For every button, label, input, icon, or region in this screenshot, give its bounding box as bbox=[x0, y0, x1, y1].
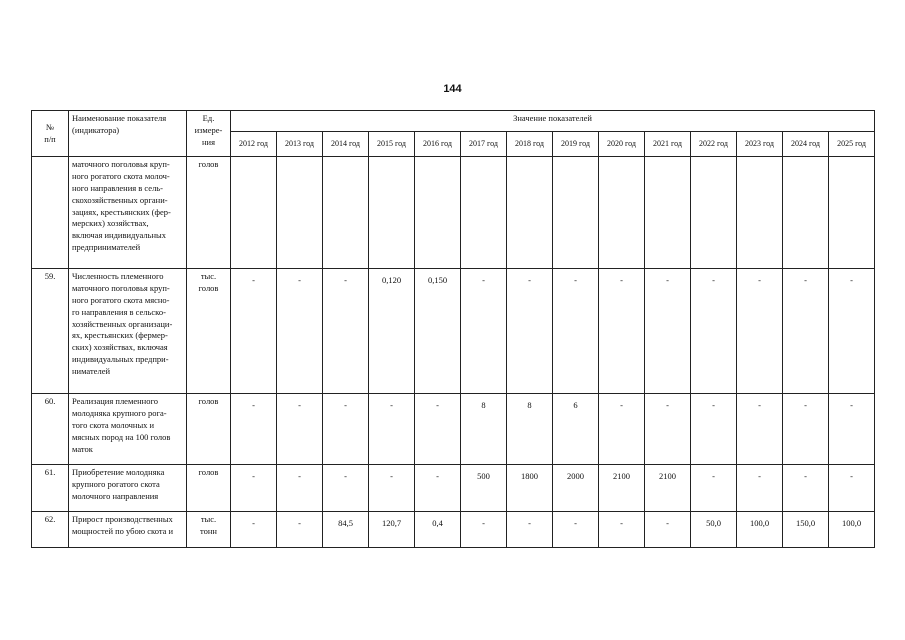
indicator-name-line: маточного поголовья круп- bbox=[72, 282, 170, 293]
indicator-name-line: ного рогатого скота мясно- bbox=[72, 294, 170, 305]
row-number-cell bbox=[32, 157, 69, 269]
indicator-name-line: предпринимателей bbox=[72, 242, 141, 253]
value-cell: - bbox=[645, 269, 691, 394]
value-cell: 50,0 bbox=[691, 512, 737, 548]
indicator-name-line: мощностей по убою скота и bbox=[72, 525, 174, 536]
header-name-line: Наименование показателя bbox=[72, 113, 167, 123]
indicator-name-line: того скота молочных и bbox=[72, 419, 155, 430]
value-cell: - bbox=[829, 465, 875, 512]
value-cell bbox=[737, 157, 783, 269]
header-values-title: Значение показателей bbox=[231, 111, 875, 132]
value-cell: - bbox=[231, 394, 277, 465]
value-cell: - bbox=[691, 269, 737, 394]
table-row bbox=[32, 157, 875, 269]
indicator-name-line: зациях, крестьянских (фер- bbox=[72, 206, 171, 217]
value-cell: - bbox=[277, 394, 323, 465]
value-cell: - bbox=[461, 512, 507, 548]
value-cell bbox=[415, 157, 461, 269]
value-cell: 120,7 bbox=[369, 512, 415, 548]
value-cell: - bbox=[415, 465, 461, 512]
year-header: 2025 год bbox=[829, 132, 875, 157]
value-cell bbox=[691, 157, 737, 269]
indicator-name-line: Численность племенного bbox=[72, 271, 164, 281]
value-cell: 500 bbox=[461, 465, 507, 512]
value-cell bbox=[507, 157, 553, 269]
indicator-name-line: мясных пород на 100 голов bbox=[72, 431, 171, 442]
value-cell: - bbox=[277, 465, 323, 512]
indicator-name-line: хозяйственных организаци- bbox=[72, 318, 173, 329]
indicator-name-line: нимателей bbox=[72, 366, 111, 377]
value-cell: 2100 bbox=[599, 465, 645, 512]
indicator-name-cell bbox=[69, 157, 187, 269]
value-cell: - bbox=[599, 269, 645, 394]
row-number-cell: 60. bbox=[32, 394, 69, 465]
value-cell: - bbox=[323, 465, 369, 512]
year-header: 2012 год bbox=[231, 132, 277, 157]
value-cell: - bbox=[231, 269, 277, 394]
year-header: 2014 год bbox=[323, 132, 369, 157]
unit-line: голов bbox=[198, 396, 219, 406]
indicator-name-cell bbox=[69, 394, 187, 465]
year-header: 2024 год bbox=[783, 132, 829, 157]
table-row bbox=[32, 269, 875, 394]
table-row bbox=[32, 465, 875, 512]
unit-line: тыс. bbox=[200, 514, 217, 524]
value-cell bbox=[369, 157, 415, 269]
year-header: 2016 год bbox=[415, 132, 461, 157]
header-unit-line: Ед. bbox=[202, 113, 215, 123]
indicator-name-line: молочного направления bbox=[72, 490, 159, 501]
header-name-line: (индикатора) bbox=[72, 124, 120, 135]
indicator-name-line: го направления в сельско- bbox=[72, 306, 166, 317]
year-header: 2013 год bbox=[277, 132, 323, 157]
value-cell bbox=[645, 157, 691, 269]
header-unit-line: измере- bbox=[194, 124, 223, 135]
unit-cell bbox=[187, 465, 231, 512]
value-cell: - bbox=[599, 394, 645, 465]
value-cell: 6 bbox=[553, 394, 599, 465]
value-cell: - bbox=[507, 269, 553, 394]
value-cell: - bbox=[599, 512, 645, 548]
value-cell: - bbox=[829, 394, 875, 465]
value-cell: - bbox=[737, 394, 783, 465]
value-cell bbox=[553, 157, 599, 269]
unit-cell bbox=[187, 269, 231, 394]
header-num-line: п/п bbox=[44, 133, 56, 144]
value-cell: - bbox=[691, 394, 737, 465]
value-cell: 0,150 bbox=[415, 269, 461, 394]
year-header: 2022 год bbox=[691, 132, 737, 157]
header-name-cell bbox=[69, 111, 187, 157]
row-number-cell: 59. bbox=[32, 269, 69, 394]
indicators-table bbox=[31, 110, 875, 548]
indicator-name-line: ного рогатого скота молоч- bbox=[72, 170, 170, 181]
header-unit-line: ния bbox=[201, 136, 215, 147]
value-cell: 150,0 bbox=[783, 512, 829, 548]
indicator-name-cell bbox=[69, 269, 187, 394]
value-cell: - bbox=[277, 269, 323, 394]
value-cell bbox=[277, 157, 323, 269]
unit-line: голов bbox=[198, 159, 219, 169]
value-cell: - bbox=[645, 394, 691, 465]
value-cell: 8 bbox=[461, 394, 507, 465]
value-cell: - bbox=[783, 269, 829, 394]
indicator-name-line: ях, крестьянских (фермер- bbox=[72, 330, 168, 341]
value-cell: 84,5 bbox=[323, 512, 369, 548]
value-cell: 8 bbox=[507, 394, 553, 465]
value-cell: - bbox=[737, 269, 783, 394]
year-header: 2023 год bbox=[737, 132, 783, 157]
header-row-top bbox=[32, 111, 875, 132]
value-cell: - bbox=[507, 512, 553, 548]
value-cell: - bbox=[277, 512, 323, 548]
value-cell: 100,0 bbox=[737, 512, 783, 548]
value-cell: - bbox=[323, 269, 369, 394]
value-cell: - bbox=[415, 394, 461, 465]
value-cell: 100,0 bbox=[829, 512, 875, 548]
header-unit-cell bbox=[187, 111, 231, 157]
year-header: 2019 год bbox=[553, 132, 599, 157]
value-cell: - bbox=[553, 269, 599, 394]
unit-cell bbox=[187, 157, 231, 269]
indicator-name-line: крупного рогатого скота bbox=[72, 478, 160, 489]
value-cell: 1800 bbox=[507, 465, 553, 512]
table-body bbox=[32, 157, 875, 548]
header-num-cell bbox=[32, 111, 69, 157]
row-number-cell: 62. bbox=[32, 512, 69, 548]
value-cell: 0,4 bbox=[415, 512, 461, 548]
value-cell: - bbox=[323, 394, 369, 465]
value-cell: 2000 bbox=[553, 465, 599, 512]
year-header: 2018 год bbox=[507, 132, 553, 157]
indicator-name-line: Реализация племенного bbox=[72, 396, 158, 406]
value-cell: - bbox=[369, 394, 415, 465]
indicator-name-line: включая индивидуальных bbox=[72, 230, 166, 241]
value-cell: - bbox=[553, 512, 599, 548]
value-cell: - bbox=[737, 465, 783, 512]
indicator-name-line: индивидуальных предпри- bbox=[72, 354, 169, 365]
value-cell bbox=[461, 157, 507, 269]
header-num-line: № bbox=[45, 121, 55, 132]
value-cell bbox=[599, 157, 645, 269]
value-cell bbox=[783, 157, 829, 269]
indicator-name-cell bbox=[69, 465, 187, 512]
value-cell bbox=[323, 157, 369, 269]
page-number: 144 bbox=[443, 83, 462, 95]
table-row bbox=[32, 512, 875, 548]
unit-line: тонн bbox=[200, 525, 217, 536]
unit-cell bbox=[187, 394, 231, 465]
row-number-cell: 61. bbox=[32, 465, 69, 512]
unit-cell bbox=[187, 512, 231, 548]
value-cell: - bbox=[829, 269, 875, 394]
indicator-name-line: мерских) хозяйствах, bbox=[72, 218, 149, 229]
value-cell: - bbox=[691, 465, 737, 512]
year-header: 2021 год bbox=[645, 132, 691, 157]
indicator-name-line: маточного поголовья круп- bbox=[72, 159, 170, 169]
value-cell: - bbox=[231, 512, 277, 548]
year-header: 2015 год bbox=[369, 132, 415, 157]
year-header: 2017 год bbox=[461, 132, 507, 157]
value-cell: - bbox=[645, 512, 691, 548]
value-cell: - bbox=[783, 465, 829, 512]
value-cell: - bbox=[461, 269, 507, 394]
value-cell bbox=[231, 157, 277, 269]
indicator-name-cell bbox=[69, 512, 187, 548]
indicator-name-line: Приобретение молодняка bbox=[72, 467, 165, 477]
indicator-name-line: молодняка крупного рога- bbox=[72, 407, 167, 418]
value-cell: 2100 bbox=[645, 465, 691, 512]
value-cell bbox=[829, 157, 875, 269]
indicator-name-line: ских) хозяйствах, включая bbox=[72, 342, 168, 353]
indicator-name-line: ного направления в сель- bbox=[72, 182, 164, 193]
indicator-name-line: скохозяйственных органи- bbox=[72, 194, 168, 205]
value-cell: - bbox=[231, 465, 277, 512]
table-row bbox=[32, 394, 875, 465]
unit-line: голов bbox=[198, 282, 219, 293]
year-header: 2020 год bbox=[599, 132, 645, 157]
value-cell: - bbox=[783, 394, 829, 465]
unit-line: тыс. bbox=[200, 271, 217, 281]
value-cell: 0,120 bbox=[369, 269, 415, 394]
value-cell: - bbox=[369, 465, 415, 512]
unit-line: голов bbox=[198, 467, 219, 477]
indicator-name-line: маток bbox=[72, 443, 93, 454]
indicator-name-line: Прирост производственных bbox=[72, 514, 173, 524]
